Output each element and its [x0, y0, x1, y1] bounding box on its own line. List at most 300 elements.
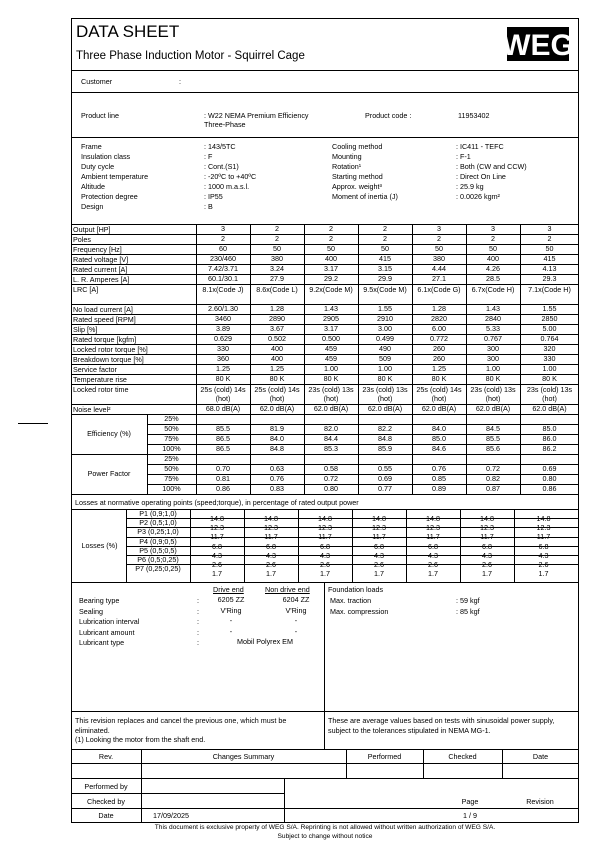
table-cell: 86.0 [542, 434, 557, 443]
table-cell: 4.3 [320, 550, 330, 560]
rule-line [71, 494, 579, 495]
table-cell: 0.500 [322, 334, 340, 343]
table-cell: 1.7 [538, 569, 549, 579]
table-cell: 4.3 [482, 550, 492, 560]
table-cell: 86.5 [216, 434, 230, 443]
power_factor-label: Power Factor [87, 469, 131, 478]
loss-point: P5 (0,5;0,5) [139, 545, 177, 555]
table-cell: 0.70 [216, 464, 230, 473]
table-cell: 400 [487, 254, 499, 263]
rule-line [147, 474, 579, 475]
spec-label: Protection degree [81, 192, 138, 201]
bearing-label: Lubricant amount [79, 627, 135, 637]
table-cell: 86.2 [542, 444, 557, 453]
spec-value: : 0.0026 kgm² [456, 192, 500, 201]
footer-copyright: This document is exclusive property of WEG S/A. Reprinting is not allowed without written authorization of WEG S/A. [154, 824, 496, 831]
table-cell: 11.7 [480, 532, 494, 542]
table-cell: 14.8 [264, 514, 278, 523]
bearing-sep: : [197, 606, 199, 616]
table-cell: 28.5 [486, 274, 500, 283]
column-line [244, 509, 245, 582]
table-cell: 86.5 [216, 444, 230, 453]
table-cell: 260 [433, 344, 445, 353]
param-label: L. R. Amperes [A] [73, 275, 130, 284]
table-cell: 1.25 [432, 364, 446, 373]
table-cell: 0.55 [378, 464, 392, 473]
table-cell: 0.58 [324, 464, 338, 473]
table-cell: 1.7 [428, 569, 438, 579]
shaft-end-note: (1) Looking the motor from the shaft end. [75, 735, 206, 744]
param-label: Locked rotor torque [%] [73, 345, 148, 354]
product-line-value-2: Three-Phase [204, 120, 246, 129]
table-cell: 400 [325, 254, 337, 263]
table-cell: 1.28 [432, 304, 446, 313]
rule-line [147, 424, 579, 425]
bearing-value: V'Ring [285, 605, 307, 615]
table-cell: 62.0 dB(A) [313, 404, 349, 413]
table-cell: 4.13 [542, 264, 557, 273]
table-cell: 50 [381, 244, 389, 253]
table-cell: 62.0 dB(A) [532, 404, 567, 413]
spec-label: Cooling method [332, 142, 383, 151]
table-cell: 400 [271, 354, 283, 363]
table-cell: 85.6 [486, 444, 500, 453]
bearing-sep: : [197, 596, 199, 606]
table-cell: 2.6 [482, 560, 492, 569]
table-cell: 1.7 [320, 569, 330, 579]
rule-line [147, 434, 579, 435]
column-line [514, 509, 515, 582]
param-label: Temperature rise [73, 375, 127, 384]
table-cell: 380 [271, 254, 283, 263]
table-cell: 7.1x(Code H) [528, 285, 571, 294]
table-cell: 82.2 [378, 424, 392, 433]
revision-label: Revision [526, 797, 554, 806]
spec-label: Mounting [332, 152, 362, 161]
param-label: Rated torque [kgfm] [73, 335, 137, 344]
table-cell: 11.7 [426, 532, 440, 542]
table-cell: 14.8 [372, 514, 386, 523]
foundation-title: Foundation loads [328, 585, 384, 595]
load-label: 100% [162, 444, 181, 453]
table-cell: 84.5 [486, 424, 500, 433]
table-cell: 4.26 [486, 264, 500, 273]
table-cell: 1.7 [266, 569, 276, 579]
table-cell: 459 [325, 354, 337, 363]
table-cell: 0.502 [268, 334, 286, 343]
table-cell: 415 [543, 254, 556, 263]
param-label: Poles [73, 235, 91, 244]
table-cell: 84.8 [378, 434, 392, 443]
weg-logo [505, 24, 571, 64]
table-cell: 0.89 [432, 484, 446, 493]
spec-value: : 143/5TC [204, 142, 236, 151]
column-line [352, 509, 353, 582]
column-line [196, 224, 197, 494]
column-line [250, 224, 251, 494]
param-label: Slip [%] [73, 325, 98, 334]
spec-value: : 25.9 kg [456, 182, 484, 191]
spec-label: Altitude [81, 182, 105, 191]
margin-mark [18, 423, 48, 424]
param-label: Output [HP] [73, 225, 111, 234]
table-cell: 2 [547, 234, 552, 243]
table-cell: 1.7 [374, 569, 384, 579]
page-subtitle: Three Phase Induction Motor - Squirrel Cage [76, 50, 305, 62]
table-cell: 25s (cold) 14s (hot) [200, 385, 246, 403]
table-cell: 6.00 [432, 324, 446, 333]
column-line [406, 509, 407, 582]
spec-value: : IP55 [204, 192, 223, 201]
drive-end-header: Drive end [213, 585, 244, 595]
non-drive-end-header: Non drive end [265, 585, 310, 595]
bearing-label: Lubrication interval [79, 617, 140, 627]
performed-header: Performed [367, 752, 402, 761]
table-cell: 12.3 [318, 523, 332, 533]
table-cell: 50 [545, 244, 554, 253]
customer-label: Customer [81, 77, 113, 86]
table-cell: 12.3 [210, 523, 224, 533]
table-cell: 2 [275, 234, 279, 243]
performed-by-label: Performed by [84, 782, 128, 791]
spec-label: Moment of inertia (J) [332, 192, 398, 201]
spec-value: : B [204, 202, 213, 211]
page-label: Page [461, 797, 479, 806]
customer-sep: : [179, 77, 181, 86]
table-cell: 0.76 [432, 464, 446, 473]
table-cell: 0.80 [324, 484, 338, 493]
bearing-value: - [229, 626, 233, 636]
product-code-value: 11953402 [458, 111, 490, 120]
table-cell: 2840 [485, 314, 501, 323]
table-cell: 84.0 [432, 424, 446, 433]
load-label: 50% [164, 424, 179, 433]
revision-note: This revision replaces and cancel the previous one, which must be eliminated. [75, 716, 287, 735]
table-cell: 84.0 [270, 434, 284, 443]
table-cell: 0.81 [216, 474, 230, 483]
foundation-value: : 85 kgf [456, 606, 480, 616]
table-cell: 0.63 [270, 464, 284, 473]
bearing-value: Mobil Polyrex EM [237, 637, 293, 647]
table-cell: 2 [383, 224, 387, 233]
table-cell: 62.0 dB(A) [259, 404, 295, 413]
foundation-label: Max. compression [330, 606, 389, 616]
table-cell: 330 [217, 344, 229, 353]
table-cell: 3.17 [324, 324, 338, 333]
table-cell: 6.8 [428, 541, 438, 551]
table-cell: 3.67 [270, 324, 284, 333]
column-line [466, 224, 467, 494]
table-cell: 85.5 [486, 434, 500, 443]
table-cell: 8.1x(Code J) [202, 285, 244, 294]
spec-value: : Both (CW and CCW) [456, 162, 527, 171]
table-cell: 2.6 [212, 560, 222, 569]
table-cell: 1.00 [486, 364, 500, 373]
table-cell: 62.0 dB(A) [475, 404, 511, 413]
table-cell: 1.25 [270, 364, 284, 373]
table-cell: 6.8 [374, 541, 384, 551]
table-cell: 0.82 [486, 474, 500, 483]
table-cell: 3 [437, 224, 441, 233]
table-cell: 4.3 [428, 550, 438, 560]
param-label: Rated voltage [V] [73, 255, 129, 264]
table-cell: 9.5x(Code M) [363, 285, 407, 294]
checked-by-label: Checked by [87, 797, 125, 806]
table-cell: 2 [383, 234, 387, 243]
spec-value: : IC411 - TEFC [456, 142, 504, 151]
table-cell: 11.7 [536, 532, 551, 542]
table-cell: 2.60/1.30 [208, 304, 238, 313]
table-cell: 2 [329, 224, 333, 233]
bearing-label: Lubricant type [79, 638, 125, 648]
table-cell: 12.3 [426, 523, 440, 533]
bearing-value: - [294, 626, 298, 636]
table-cell: 5.33 [486, 324, 500, 333]
table-cell: 27.1 [432, 274, 446, 283]
table-cell: 50 [435, 244, 443, 253]
table-cell: 12.3 [264, 523, 278, 533]
table-cell: 1.55 [542, 304, 557, 313]
table-cell: 68.0 dB(A) [205, 404, 241, 413]
table-cell: 4.3 [538, 550, 549, 560]
table-cell: 3 [547, 224, 552, 233]
column-line [358, 224, 359, 494]
table-cell: 2 [491, 234, 495, 243]
table-cell: 2890 [269, 314, 285, 323]
spec-value: : F-1 [456, 152, 471, 161]
table-cell: 0.80 [542, 474, 557, 483]
rule-line [147, 464, 579, 465]
column-line [304, 224, 305, 494]
table-cell: 3.17 [324, 264, 338, 273]
table-cell: 85.3 [324, 444, 338, 453]
table-cell: 0.764 [540, 334, 559, 343]
table-cell: 80 K [323, 374, 339, 383]
table-cell: 80 K [542, 374, 557, 383]
table-cell: 1.00 [378, 364, 392, 373]
rule-line [71, 582, 579, 583]
bearing-sep: : [197, 627, 199, 637]
param-label: Frequency [Hz] [73, 245, 122, 254]
spec-value: : Direct On Line [456, 172, 506, 181]
product-code-label: Product code : [365, 111, 412, 120]
table-cell: 2.6 [320, 560, 330, 569]
column-line [126, 509, 127, 582]
spec-label: Frame [81, 142, 102, 151]
table-cell: 1.7 [212, 569, 222, 579]
rule-line [147, 484, 579, 485]
table-cell: 6.8 [482, 541, 492, 551]
table-cell: 0.86 [542, 484, 557, 493]
tolerance-note: These are average values based on tests with sinusoidal power supply, subject to the tolerances stipulated in NEMA MG-1. [328, 716, 555, 735]
table-cell: 3 [491, 224, 495, 233]
table-cell: 6.8 [212, 541, 222, 551]
table-cell: 0.77 [378, 484, 392, 493]
table-cell: 0.767 [484, 334, 502, 343]
load-label: 75% [164, 474, 179, 483]
product-line-label: Product line [81, 111, 119, 120]
table-cell: 23s (cold) 13s (hot) [362, 385, 408, 403]
table-cell: 0.772 [430, 334, 448, 343]
table-cell: 2 [221, 234, 225, 243]
table-cell: 60 [219, 244, 227, 253]
table-cell: 80 K [269, 374, 285, 383]
table-cell: 2910 [377, 314, 393, 323]
table-cell: 1.00 [542, 364, 557, 373]
table-cell: 6.8 [538, 541, 549, 551]
spec-label: Approx. weight³ [332, 182, 382, 191]
table-cell: 2 [437, 234, 441, 243]
table-cell: 4.3 [266, 550, 276, 560]
loss-point: P6 (0,5;0,25) [137, 555, 179, 564]
param-label: Noise level² [73, 405, 111, 414]
date-label: Date [98, 811, 114, 820]
table-cell: 29.3 [542, 274, 557, 283]
table-cell: 81.9 [270, 424, 284, 433]
rule-line [147, 444, 579, 445]
table-cell: 11.7 [372, 532, 386, 542]
foundation-value: : 59 kgf [456, 596, 480, 606]
spec-value: : -20ºC to +40ºC [204, 172, 257, 181]
table-cell: 14.8 [426, 514, 440, 523]
bearing-value: - [294, 616, 298, 626]
table-cell: 25s (cold) 14s (hot) [254, 385, 300, 403]
table-cell: 2850 [541, 314, 558, 323]
losses-label: Losses (%) [81, 540, 118, 550]
table-cell: 3.89 [216, 324, 230, 333]
table-cell: 2.6 [428, 560, 438, 569]
column-line [298, 509, 299, 582]
table-cell: 360 [217, 354, 229, 363]
table-cell: 1.55 [378, 304, 392, 313]
table-cell: 11.7 [318, 532, 332, 542]
loss-point: P3 (0,25;1,0) [137, 527, 179, 537]
spec-value: : F [204, 152, 213, 161]
date-value: 17/09/2025 [153, 811, 189, 820]
table-cell: 84.6 [432, 444, 446, 453]
date-header: Date [532, 752, 549, 761]
table-cell: 80 K [485, 374, 501, 383]
table-cell: 85.9 [378, 444, 392, 453]
spec-value: : 1000 m.a.s.l. [204, 182, 250, 191]
table-cell: 459 [325, 344, 337, 353]
bearing-label: Sealing [79, 606, 103, 616]
table-cell: 0.83 [270, 484, 284, 493]
product-line-value: : W22 NEMA Premium Efficiency [204, 111, 309, 120]
changes-header: Changes Summary [212, 752, 275, 761]
table-cell: 2 [275, 224, 279, 233]
column-line [412, 224, 413, 494]
table-cell: 1.00 [324, 364, 338, 373]
table-cell: 80 K [215, 374, 231, 383]
table-cell: 2905 [323, 314, 339, 323]
table-cell: 3.15 [378, 264, 392, 273]
table-cell: 25s (cold) 14s (hot) [416, 385, 462, 403]
efficiency-label: Efficiency (%) [87, 429, 131, 438]
table-cell: 0.87 [486, 484, 500, 493]
table-cell: 260 [433, 354, 445, 363]
table-cell: 1.25 [216, 364, 230, 373]
param-label: Service factor [73, 365, 117, 374]
footer-notice: Subject to change without notice [277, 833, 373, 840]
table-cell: 84.4 [324, 434, 338, 443]
table-cell: 82.0 [324, 424, 338, 433]
table-cell: 29.2 [324, 274, 338, 283]
table-cell: 2 [329, 234, 333, 243]
param-label: LRC [A] [73, 285, 99, 294]
table-cell: 0.629 [214, 334, 232, 343]
table-cell: 330 [543, 354, 556, 363]
table-cell: 84.8 [270, 444, 284, 453]
table-cell: 230/460 [210, 254, 236, 263]
column-line [190, 509, 191, 582]
table-cell: 2.6 [374, 560, 384, 569]
param-label: Rated speed [RPM] [73, 315, 136, 324]
table-cell: 60.1/30.1 [208, 274, 238, 283]
table-cell: 3 [221, 224, 225, 233]
table-cell: 5.00 [542, 324, 557, 333]
loss-point: P2 (0,5;1,0) [139, 518, 177, 528]
foundation-label: Max. traction [330, 596, 372, 606]
param-label: Locked rotor time [73, 385, 129, 394]
spec-label: Rotation¹ [332, 162, 362, 171]
table-cell: 27.9 [270, 274, 284, 283]
table-cell: 11.7 [210, 532, 224, 542]
param-label: Breakdown torque [%] [73, 355, 144, 364]
spec-label: Insulation class [81, 152, 131, 161]
table-cell: 2.6 [538, 560, 549, 569]
table-cell: 80 K [377, 374, 393, 383]
load-label: 75% [164, 434, 179, 443]
table-cell: 85.0 [432, 434, 446, 443]
table-cell: 23s (cold) 13s (hot) [526, 385, 573, 403]
logo-text: WEG [505, 29, 571, 62]
table-cell: 11.7 [264, 532, 278, 542]
table-cell: 4.3 [212, 550, 222, 560]
bearing-value: 6204 ZZ [282, 595, 310, 605]
table-cell: 6.1x(Code G) [417, 285, 461, 294]
column-line [520, 224, 521, 494]
table-cell: 490 [379, 344, 391, 353]
spec-label: Duty cycle [81, 162, 115, 171]
table-cell: 50 [489, 244, 497, 253]
checked-header: Checked [448, 752, 477, 761]
table-cell: 0.499 [376, 334, 394, 343]
param-label: Rated current [A] [73, 265, 128, 274]
spec-value: : Cont.(S1) [204, 162, 239, 171]
table-cell: 50 [327, 244, 335, 253]
bearing-sep: : [197, 638, 199, 648]
page-title: DATA SHEET [76, 22, 180, 41]
table-cell: 14.8 [480, 514, 494, 523]
table-cell: 62.0 dB(A) [421, 404, 457, 413]
table-cell: 29.9 [378, 274, 392, 283]
table-cell: 300 [487, 354, 499, 363]
bearing-sep: : [197, 617, 199, 627]
table-cell: 1.28 [270, 304, 284, 313]
table-cell: 4.3 [374, 550, 384, 560]
load-label: 50% [164, 464, 179, 473]
table-cell: 400 [271, 344, 283, 353]
table-cell: 0.86 [216, 484, 230, 493]
table-cell: 4.44 [432, 264, 446, 273]
page-value: 1 / 9 [463, 811, 477, 820]
table-cell: 9.2x(Code M) [309, 285, 353, 294]
spec-label: Starting method [332, 172, 383, 181]
table-cell: 85.5 [216, 424, 230, 433]
spec-label: Design [81, 202, 104, 211]
table-cell: 3.24 [270, 264, 284, 273]
